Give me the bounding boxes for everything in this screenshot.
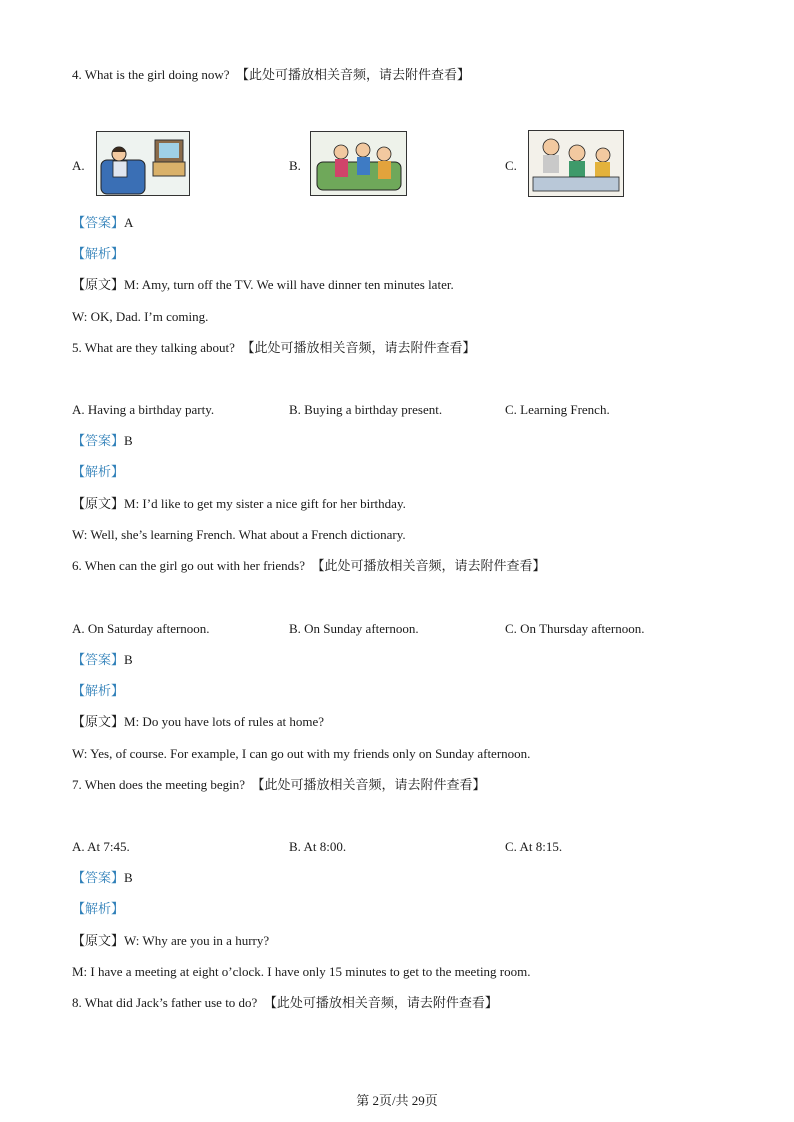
q7-option-a[interactable]: A. At 7:45. [72,839,130,854]
q4-answer: 【答案】A [72,215,134,230]
question-6: 6. When can the girl go out with her friends? 【此处可播放相关音频，请去附件查看】 [72,558,546,573]
question-7: 7. When does the meeting begin? 【此处可播放相关音频，请去附件查看】 [72,777,486,792]
page-number-footer: 第 2页/共 29页 [356,1093,438,1108]
q5-analysis-label: 【解析】 [72,464,125,479]
audio-note[interactable]: 【此处可播放相关音频，请去附件查看】 [236,67,471,82]
q4-option-c-label[interactable]: C. [505,158,517,173]
audio-note[interactable]: 【此处可播放相关音频，请去附件查看】 [263,995,498,1010]
q7-option-c[interactable]: C. At 8:15. [505,839,563,854]
q7-option-b[interactable]: B. At 8:00. [289,839,347,854]
q7-answer: 【答案】B [72,870,133,885]
q4-dialogue-1: 【原文】M: Amy, turn off the TV. We will have dinner ten minutes later. [72,277,454,292]
q5-dialogue-1: 【原文】M: I’d like to get my sister a nice gift for her birthday. [72,496,406,511]
q5-answer: 【答案】B [72,433,133,448]
q7-analysis-label: 【解析】 [72,901,125,916]
q6-analysis-label: 【解析】 [72,683,125,698]
q4-dialogue-2: W: OK, Dad. I’m coming. [72,309,209,324]
q5-option-a[interactable]: A. Having a birthday party. [72,402,215,417]
q6-option-a[interactable]: A. On Saturday afternoon. [72,621,210,636]
audio-note[interactable]: 【此处可播放相关音频，请去附件查看】 [251,777,486,792]
question-8: 8. What did Jack’s father use to do? 【此处可播放相关音频，请去附件查看】 [72,995,498,1010]
family-dinner-image[interactable] [528,130,624,197]
question-5: 5. What are they talking about? 【此处可播放相关音频，请去附件查看】 [72,340,476,355]
question-4: 4. What is the girl doing now? 【此处可播放相关音频，请去附件查看】 [72,67,471,82]
q4-option-b-label[interactable]: B. [289,158,301,173]
q5-dialogue-2: W: Well, she’s learning French. What about a French dictionary. [72,527,406,542]
q6-answer: 【答案】B [72,652,133,667]
girl-watching-tv-image[interactable] [96,131,190,196]
q4-analysis-label: 【解析】 [72,246,125,261]
audio-note[interactable]: 【此处可播放相关音频，请去附件查看】 [311,558,546,573]
q6-option-b[interactable]: B. On Sunday afternoon. [289,621,419,636]
audio-note[interactable]: 【此处可播放相关音频，请去附件查看】 [241,340,476,355]
q6-dialogue-2: W: Yes, of course. For example, I can go out with my friends only on Sunday afternoon. [72,746,531,761]
q6-option-c[interactable]: C. On Thursday afternoon. [505,621,645,636]
q7-dialogue-1: 【原文】W: Why are you in a hurry? [72,933,270,948]
q5-option-b[interactable]: B. Buying a birthday present. [289,402,443,417]
q4-option-a-label[interactable]: A. [72,158,85,173]
q5-option-c[interactable]: C. Learning French. [505,402,610,417]
q6-dialogue-1: 【原文】M: Do you have lots of rules at home? [72,714,325,729]
people-on-sofa-image[interactable] [310,131,407,196]
q7-dialogue-2: M: I have a meeting at eight o’clock. I have only 15 minutes to get to the meeting room. [72,964,531,979]
